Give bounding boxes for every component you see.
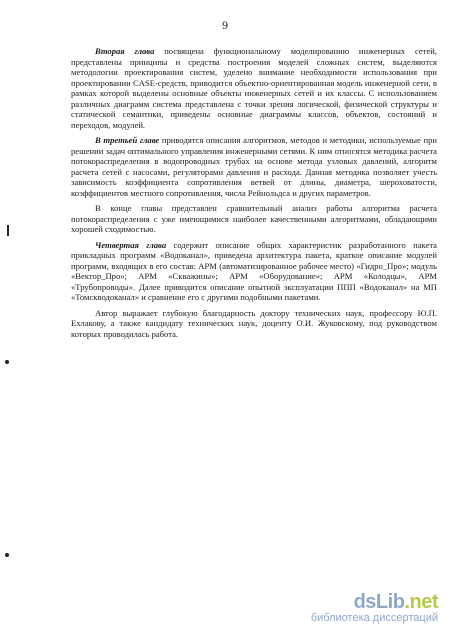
paragraph-lead: Четвертая глава [95, 239, 167, 250]
paragraph-acknowledgements [71, 308, 437, 340]
watermark [311, 591, 438, 624]
watermark-logo-main: dsLib [353, 591, 405, 613]
paragraph-text: посвящена функциональному моделированию инженерных сетей, представлены принципы и средства построения моделей сложных систем, выделяются методологии проектирования систем, уделено внимание необходимости использования при проектировании CASE-средств, приводится объектно-ориентированная модель инженерной сети, в рамках которой выделены основные объекты инженерных сетей и их классы. С использованием различных диаграмм система представлена с точки зрения логической, физической структуры и статической семантики, приведены основные диаграммы классов, объектов, состояний и переходов, модулей. [71, 46, 438, 130]
paragraph-text: Автор выражает глубокую благодарность доктору технических наук, профессору Ю.П. Ехлакову, а также кандидату технических наук, доценту О.И. Жуковскому, под руководством которых проводилась работа. [71, 307, 437, 339]
margin-mark-top [7, 225, 9, 236]
document-body [71, 46, 437, 344]
watermark-logo-suffix: .net [404, 591, 438, 613]
margin-dot-bottom [5, 553, 9, 557]
paragraph-text: приводятся описания алгоритмов, методов и методики, используемые при решении задач оптимального управления инженерными сетями. К ним относятся методика расчета потокораспределения в водопроводных трубах на основе метода узловых давлений, алгоритм расчета сетей с насосами, регуляторами давления и расхода. Данная методика позволяет учесть зависимость коэффициента сопротивления ветвей от длины, диаметра, шероховатости, коэффициентов местного сопротивления, числа Рейнольдса и других параметров. [71, 135, 437, 198]
paragraph-text: В конце главы представлен сравнительный анализ работы алгоритма расчета потокораспределения с уже имеющимися наиболее качественными алгоритмами, обладающими хорошей сходимостью. [71, 203, 437, 234]
paragraph-text: содержит описание общих характеристик разработанного пакета прикладных программ «Водоканал», приведена архитектура пакета, краткое описание модулей программ, входящих в его состав: АРМ (автоматизированное рабочее место) «Гидро_Про»; модуль «Вектор_Про»; АРМ «Скважины»; АРМ «Оборудование»; АРМ «Колодцы», АРМ «Трубопроводы». Далее приводится описание опытной эксплуатации ППП «Водоканал» на МП «Томскводоканал» и сравнение его с другими подобными пакетами. [71, 239, 437, 302]
paragraph-lead: Вторая глава [95, 46, 155, 56]
watermark-subtitle: библиотека диссертаций [310, 612, 438, 624]
paragraph-chapter-4 [71, 240, 437, 303]
paragraph-chapter-3-conclusion [71, 203, 437, 235]
paragraph-chapter-2 [71, 46, 437, 130]
page-number: 9 [221, 21, 229, 32]
paragraph-lead: В третьей главе [95, 135, 160, 145]
margin-dot-middle [5, 360, 9, 364]
watermark-logo [311, 591, 438, 614]
paragraph-chapter-3 [71, 135, 437, 198]
